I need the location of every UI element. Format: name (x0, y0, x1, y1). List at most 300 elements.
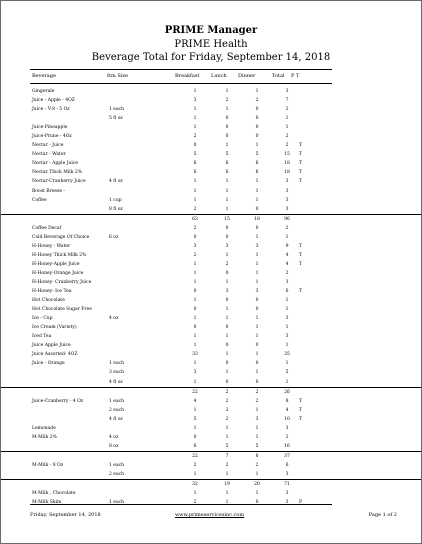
dinner-cell: 0 (255, 107, 259, 113)
total-cell: 4 (285, 252, 289, 258)
lunch-cell: 1 (225, 434, 229, 440)
item-size-cell: 4 fl oz (109, 379, 123, 385)
lunch-cell: 1 (225, 179, 229, 185)
dinner-cell: 0 (255, 343, 259, 349)
item-size-cell: 1 each (109, 107, 125, 113)
dinner-cell: 20 (254, 482, 260, 488)
total-cell: 6 (285, 462, 289, 468)
breakfast-cell: 1 (193, 491, 197, 497)
total-cell: 3 (285, 179, 289, 185)
beverage-cell: Nectar-Cranberry Juice (32, 179, 86, 185)
table-row (1, 489, 421, 498)
subtotal-row (1, 214, 421, 224)
lunch-cell: 0 (225, 298, 229, 304)
table-row (1, 350, 421, 359)
beverage-cell: Juice-Cranberry - 4 Oz (32, 398, 84, 404)
total-cell: 3 (285, 197, 289, 203)
total-cell: 1 (285, 116, 289, 122)
subtotal-row (1, 479, 421, 489)
table-row (1, 424, 421, 433)
item-size-cell: 1 each (109, 361, 125, 367)
breakfast-cell: 1 (193, 279, 197, 285)
lunch-cell: 0 (225, 125, 229, 131)
dinner-cell: 1 (255, 316, 259, 322)
total-cell: 10 (284, 416, 290, 422)
beverage-cell: Juice - V-8 - 5 Oz (32, 107, 70, 113)
dinner-cell: 0 (255, 361, 259, 367)
item-size-cell: 4 fl oz (109, 179, 123, 185)
beverage-cell: Coffee (32, 197, 47, 203)
beverage-cell: Iced Tea (32, 334, 52, 340)
total-cell: 1 (285, 307, 289, 313)
total-cell: 8 (285, 398, 289, 404)
beverage-cell: M-Milk Skim (32, 500, 62, 506)
total-cell: 18 (284, 161, 290, 167)
breakfast-cell: 1 (193, 107, 197, 113)
breakfast-cell: 0 (193, 143, 197, 149)
breakfast-cell: 1 (193, 116, 197, 122)
table-row (1, 150, 421, 159)
dinner-cell: 2 (255, 98, 259, 104)
dinner-cell: 6 (255, 161, 259, 167)
table-row (1, 378, 421, 387)
breakfast-cell: 1 (193, 379, 197, 385)
table-row (1, 461, 421, 470)
dinner-cell: 1 (255, 179, 259, 185)
total-cell: 1 (285, 343, 289, 349)
footer-website-link[interactable]: www.primeservicesinc.com (175, 512, 245, 518)
lunch-cell: 0 (225, 234, 229, 240)
lunch-cell: 2 (225, 389, 229, 395)
lunch-cell: 1 (225, 352, 229, 358)
item-size-cell: 2 each (109, 471, 125, 477)
item-size-cell: 4 oz (109, 434, 119, 440)
breakfast-cell: 1 (193, 89, 197, 94)
beverage-cell: Lemonade (32, 425, 56, 431)
table-row (1, 242, 421, 251)
lunch-cell: 0 (225, 116, 229, 122)
table-row (1, 287, 421, 296)
total-cell: 15 (284, 152, 290, 158)
dinner-cell: 2 (255, 389, 259, 395)
beverage-cell: Juice Apple Juice (32, 343, 71, 349)
dinner-cell: 1 (255, 471, 259, 477)
lunch-cell: 15 (224, 216, 230, 222)
dinner-cell: 1 (255, 407, 259, 413)
breakfast-cell: 1 (193, 197, 197, 203)
lunch-cell: 2 (225, 407, 229, 413)
dinner-cell: 8 (255, 453, 259, 459)
beverage-cell: Boost Breeze - (32, 188, 66, 194)
lunch-cell: 1 (225, 206, 229, 212)
total-cell: 16 (284, 443, 290, 449)
total-cell: 4 (285, 407, 289, 413)
item-size-cell: 4 fl oz (109, 416, 123, 422)
breakfast-cell: 6 (193, 161, 197, 167)
dinner-cell: 0 (255, 307, 259, 313)
beverage-cell: Hot Chocolate (32, 298, 65, 304)
total-cell: 71 (284, 482, 290, 488)
beverage-cell: Nectar Thick Milk 2% (32, 170, 82, 176)
table-row (1, 296, 421, 305)
total-cell: 3 (285, 279, 289, 285)
table-row (1, 470, 421, 479)
table-row (1, 498, 421, 507)
report-facility-name: PRIME Health (174, 39, 248, 50)
breakfast-cell: 2 (193, 500, 197, 506)
total-cell: 3 (285, 188, 289, 194)
dinner-cell: 1 (255, 197, 259, 203)
breakfast-cell: 3 (193, 370, 197, 376)
dinner-cell: 1 (255, 143, 259, 149)
beverage-cell: H-Honey - Water (32, 243, 71, 249)
breakfast-cell: 2 (193, 134, 197, 140)
breakfast-cell: 1 (193, 316, 197, 322)
lunch-cell: 2 (225, 398, 229, 404)
lunch-cell: 2 (225, 98, 229, 104)
item-size-cell: 2 each (109, 407, 125, 413)
type-flag-cell: T (299, 289, 303, 295)
total-cell: 1 (285, 361, 289, 367)
type-flag-cell: T (299, 407, 303, 413)
breakfast-cell: 1 (193, 261, 197, 267)
beverage-cell: Nectar - Juice (32, 143, 64, 149)
breakfast-cell: 0 (193, 289, 197, 295)
table-row (1, 359, 421, 368)
breakfast-cell: 2 (193, 252, 197, 258)
col-total: Total (272, 73, 285, 79)
dinner-cell: 1 (255, 252, 259, 258)
beverage-cell: Juice - Apple - 4OZ (32, 98, 75, 104)
beverage-cell: Nectar - Apple Juice (32, 161, 79, 167)
breakfast-cell: 63 (192, 216, 198, 222)
item-size-cell: 1 cup (109, 197, 122, 203)
table-row (1, 406, 421, 415)
breakfast-cell: 22 (192, 389, 198, 395)
table-row (1, 123, 421, 132)
beverage-cell: H-Honey-Apple Juice (32, 261, 80, 267)
col-lunch: Lunch (211, 73, 227, 79)
col-beverage: Beverage (32, 73, 56, 79)
lunch-cell: 0 (225, 361, 229, 367)
total-cell: 2 (285, 434, 289, 440)
dinner-cell: 5 (255, 443, 259, 449)
lunch-cell: 1 (225, 334, 229, 340)
dinner-cell: 0 (255, 225, 259, 231)
footer-date: Friday, September 14, 2018 (30, 512, 101, 518)
type-flag-cell: T (299, 252, 303, 258)
lunch-cell: 2 (225, 416, 229, 422)
beverage-cell: H-Honey Thick Milk 2% (32, 252, 87, 258)
type-flag-cell: T (299, 261, 303, 267)
total-cell: 3 (285, 316, 289, 322)
lunch-cell: 3 (225, 243, 229, 249)
type-flag-cell: T (299, 243, 303, 249)
breakfast-cell: 2 (193, 225, 197, 231)
lunch-cell: 1 (225, 491, 229, 497)
table-row (1, 187, 421, 196)
item-size-cell: 5 fl oz (109, 116, 123, 122)
lunch-cell: 1 (225, 188, 229, 194)
table-row (1, 314, 421, 323)
dinner-cell: 0 (255, 206, 259, 212)
table-row (1, 415, 421, 424)
report-title: Beverage Total for Friday, September 14, 2018 (91, 52, 331, 63)
breakfast-cell: 5 (193, 152, 197, 158)
item-size-cell: 1 each (109, 462, 125, 468)
dinner-cell: 1 (255, 434, 259, 440)
item-size-cell: 1 each (109, 500, 125, 506)
breakfast-cell: 0 (193, 307, 197, 313)
dinner-cell: 0 (255, 134, 259, 140)
beverage-cell: Nectar - Water (32, 152, 66, 158)
table-row (1, 205, 421, 214)
breakfast-cell: 33 (192, 352, 198, 358)
lunch-cell: 0 (225, 270, 229, 276)
table-row (1, 332, 421, 341)
header-bottom-rule (30, 83, 332, 84)
type-flag-cell: T (299, 170, 303, 176)
breakfast-cell: 5 (193, 416, 197, 422)
total-cell: 2 (285, 134, 289, 140)
beverage-cell: H-Honey- Cranberry Juice (32, 279, 92, 285)
breakfast-cell: 0 (193, 325, 197, 331)
col-dinner: Dinner (238, 73, 256, 79)
table-row (1, 105, 421, 114)
total-cell: 1 (285, 325, 289, 331)
type-flag-cell: P (299, 500, 303, 506)
table-row (1, 278, 421, 287)
dinner-cell: 2 (255, 398, 259, 404)
dinner-cell: 0 (255, 379, 259, 385)
lunch-cell: 1 (225, 471, 229, 477)
dinner-cell: 1 (255, 334, 259, 340)
breakfast-cell: 1 (193, 125, 197, 131)
beverage-cell: Coffee Decaf (32, 225, 62, 231)
dinner-cell: 18 (254, 216, 260, 222)
breakfast-cell: 6 (193, 443, 197, 449)
total-cell: 7 (285, 98, 289, 104)
lunch-cell: 5 (225, 152, 229, 158)
total-cell: 3 (285, 334, 289, 340)
lunch-cell: 1 (225, 500, 229, 506)
breakfast-cell: 1 (193, 298, 197, 304)
lunch-cell: 1 (225, 370, 229, 376)
beverage-cell: Gingerale (32, 89, 55, 94)
total-cell: 5 (285, 370, 289, 376)
table-row (1, 323, 421, 332)
dinner-cell: 1 (255, 188, 259, 194)
breakfast-cell: 3 (193, 98, 197, 104)
lunch-cell: 1 (225, 279, 229, 285)
beverage-cell: Juice-Pineapple (32, 125, 68, 131)
total-cell: 1 (285, 125, 289, 131)
dinner-cell: 3 (255, 416, 259, 422)
total-cell: 3 (285, 89, 289, 94)
type-flag-cell: T (299, 143, 303, 149)
subtotal-row (1, 387, 421, 397)
type-flag-cell: T (299, 152, 303, 158)
footer-rule (30, 504, 332, 505)
dinner-cell: 1 (255, 491, 259, 497)
type-flag-cell: T (299, 398, 303, 404)
table-row (1, 168, 421, 177)
table-row (1, 87, 421, 96)
dinner-cell: 1 (255, 261, 259, 267)
table-row (1, 442, 421, 451)
breakfast-cell: 0 (193, 234, 197, 240)
dinner-cell: 2 (255, 462, 259, 468)
table-row (1, 96, 421, 105)
lunch-cell: 1 (225, 252, 229, 258)
item-size-cell: 8 oz (109, 443, 119, 449)
table-row (1, 251, 421, 260)
lunch-cell: 6 (225, 170, 229, 176)
dinner-cell: 5 (255, 152, 259, 158)
item-size-cell: 4 oz (109, 316, 119, 322)
total-cell: 3 (285, 500, 289, 506)
total-cell: 37 (284, 453, 290, 459)
lunch-cell: 19 (224, 482, 230, 488)
col-type: P T (291, 73, 300, 79)
total-cell: 3 (285, 425, 289, 431)
type-flag-cell: T (299, 161, 303, 167)
breakfast-cell: 1 (193, 407, 197, 413)
total-cell: 1 (285, 379, 289, 385)
breakfast-cell: 1 (193, 334, 197, 340)
beverage-cell: Juice Assorted- 4OZ (32, 352, 78, 358)
lunch-cell: 1 (225, 197, 229, 203)
breakfast-cell: 1 (193, 343, 197, 349)
lunch-cell: 1 (225, 307, 229, 313)
lunch-cell: 0 (225, 343, 229, 349)
beverage-cell: Ice Cream (Variety) (32, 325, 77, 331)
lunch-cell: 0 (225, 134, 229, 140)
table-row (1, 114, 421, 123)
dinner-cell: 1 (255, 370, 259, 376)
dinner-cell: 1 (255, 352, 259, 358)
table-row (1, 196, 421, 205)
breakfast-cell: 1 (193, 425, 197, 431)
breakfast-cell: 1 (193, 188, 197, 194)
breakfast-cell: 1 (193, 270, 197, 276)
dinner-cell: 1 (255, 279, 259, 285)
breakfast-cell: 22 (192, 453, 198, 459)
total-cell: 6 (285, 289, 289, 295)
beverage-cell: H-Honey-Orange Juice (32, 270, 84, 276)
breakfast-cell: 4 (193, 398, 197, 404)
item-size-cell: 3 each (109, 370, 125, 376)
total-cell: 18 (284, 170, 290, 176)
table-row (1, 341, 421, 350)
table-row (1, 233, 421, 242)
total-cell: 9 (285, 243, 289, 249)
table-row (1, 141, 421, 150)
table-row (1, 159, 421, 168)
total-cell: 1 (285, 298, 289, 304)
breakfast-cell: 32 (192, 482, 198, 488)
table-row (1, 433, 421, 442)
dinner-cell: 0 (255, 125, 259, 131)
lunch-cell: 3 (225, 289, 229, 295)
beverage-cell: Juice - Orange (32, 361, 65, 367)
beverage-cell: M-Milk , Chocolate (32, 491, 76, 497)
total-cell: 2 (285, 143, 289, 149)
dinner-cell: 0 (255, 500, 259, 506)
beverage-cell: M-Milk 2% (32, 434, 57, 440)
total-cell: 96 (284, 216, 290, 222)
total-cell: 1 (285, 234, 289, 240)
lunch-cell: 7 (225, 453, 229, 459)
beverage-cell: Ice - Cup (32, 316, 53, 322)
item-size-cell: 1 each (109, 398, 125, 404)
col-breakfast: Breakfast (175, 73, 200, 79)
total-cell: 3 (285, 471, 289, 477)
item-size-cell: 8 fl oz (109, 206, 123, 212)
beverage-cell: Juice-Prune - 4Oz (32, 134, 72, 140)
beverage-cell: H-Honey- Ice Tea (32, 289, 72, 295)
beverage-cell: Cold Beverage Of Choice (32, 234, 90, 240)
table-row (1, 224, 421, 233)
dinner-cell: 1 (255, 89, 259, 94)
lunch-cell: 1 (225, 89, 229, 94)
dinner-cell: 1 (255, 270, 259, 276)
col-item-size: Itm Size (107, 73, 128, 79)
table-row (1, 132, 421, 141)
dinner-cell: 3 (255, 289, 259, 295)
breakfast-cell: 1 (193, 361, 197, 367)
dinner-cell: 1 (255, 425, 259, 431)
total-cell: 2 (285, 225, 289, 231)
lunch-cell: 5 (225, 443, 229, 449)
total-cell: 2 (285, 107, 289, 113)
dinner-cell: 0 (255, 298, 259, 304)
lunch-cell: 6 (225, 161, 229, 167)
type-flag-cell: T (299, 179, 303, 185)
lunch-cell: 1 (225, 143, 229, 149)
total-cell: 2 (285, 270, 289, 276)
footer-page-number: Page 1 of 2 (368, 512, 397, 518)
column-header-row (1, 70, 421, 82)
beverage-cell: M-Milk - 8 Oz (32, 462, 64, 468)
lunch-cell: 1 (225, 425, 229, 431)
lunch-cell: 1 (225, 107, 229, 113)
breakfast-cell: 2 (193, 206, 197, 212)
table-row (1, 305, 421, 314)
lunch-cell: 0 (225, 225, 229, 231)
dinner-cell: 1 (255, 234, 259, 240)
dinner-cell: 1 (255, 325, 259, 331)
beverage-table (1, 87, 421, 507)
breakfast-cell: 2 (193, 462, 197, 468)
total-cell: 4 (285, 261, 289, 267)
lunch-cell: 2 (225, 261, 229, 267)
item-size-cell: 6 oz (109, 234, 119, 240)
report-app-title: PRIME Manager (164, 25, 258, 36)
total-cell: 26 (284, 389, 290, 395)
table-row (1, 368, 421, 377)
table-row (1, 397, 421, 406)
dinner-cell: 0 (255, 116, 259, 122)
breakfast-cell: 1 (193, 471, 197, 477)
total-cell: 3 (285, 206, 289, 212)
breakfast-cell: 6 (193, 170, 197, 176)
dinner-cell: 3 (255, 243, 259, 249)
breakfast-cell: 0 (193, 434, 197, 440)
total-cell: 35 (284, 352, 290, 358)
table-row (1, 269, 421, 278)
breakfast-cell: 1 (193, 179, 197, 185)
